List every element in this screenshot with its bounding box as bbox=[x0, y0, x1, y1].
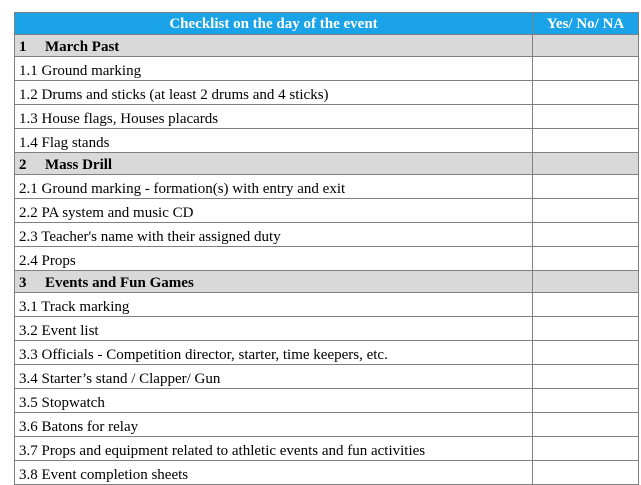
checklist-item-label: 1.4 Flag stands bbox=[15, 129, 533, 153]
section-number: 1 bbox=[19, 39, 27, 55]
checklist-item-label: 2.4 Props bbox=[15, 247, 533, 271]
section-title: March Past bbox=[45, 39, 120, 55]
checklist-item-label: 3.1 Track marking bbox=[15, 293, 533, 317]
checklist-item-row bbox=[15, 105, 639, 129]
checklist-item-label: 2.1 Ground marking - formation(s) with entry and exit bbox=[15, 175, 533, 199]
checklist-item-row bbox=[15, 365, 639, 389]
checklist-item-label: 3.5 Stopwatch bbox=[15, 389, 533, 413]
answer-cell[interactable] bbox=[533, 81, 639, 105]
checklist-item-row bbox=[15, 389, 639, 413]
checklist-item-row bbox=[15, 247, 639, 271]
checklist-item-label: 3.7 Props and equipment related to athletic events and fun activities bbox=[15, 437, 533, 461]
answer-cell[interactable] bbox=[533, 413, 639, 437]
answer-cell[interactable] bbox=[533, 57, 639, 81]
checklist-item-row bbox=[15, 413, 639, 437]
checklist-item-label: 2.3 Teacher's name with their assigned duty bbox=[15, 223, 533, 247]
section-row bbox=[15, 271, 639, 293]
section-answer-cell bbox=[533, 271, 639, 293]
event-checklist-table bbox=[14, 12, 639, 485]
answer-cell[interactable] bbox=[533, 461, 639, 485]
answer-cell[interactable] bbox=[533, 129, 639, 153]
checklist-item-row bbox=[15, 461, 639, 485]
section-row bbox=[15, 153, 639, 175]
answer-cell[interactable] bbox=[533, 247, 639, 271]
checklist-item-label: 3.3 Officials - Competition director, starter, time keepers, etc. bbox=[15, 341, 533, 365]
checklist-item-row bbox=[15, 437, 639, 461]
checklist-item-label: 3.2 Event list bbox=[15, 317, 533, 341]
header-row bbox=[15, 13, 639, 35]
answer-cell[interactable] bbox=[533, 389, 639, 413]
checklist-item-label: 3.8 Event completion sheets bbox=[15, 461, 533, 485]
section-number: 3 bbox=[19, 275, 27, 291]
checklist-item-label: 3.6 Batons for relay bbox=[15, 413, 533, 437]
answer-cell[interactable] bbox=[533, 293, 639, 317]
checklist-body bbox=[15, 13, 639, 485]
checklist-item-row bbox=[15, 317, 639, 341]
section-title: Events and Fun Games bbox=[45, 275, 194, 291]
answer-column-header: Yes/ No/ NA bbox=[533, 13, 639, 35]
checklist-item-row bbox=[15, 223, 639, 247]
section-answer-cell bbox=[533, 35, 639, 57]
checklist-title: Checklist on the day of the event bbox=[15, 13, 533, 35]
checklist-item-label: 2.2 PA system and music CD bbox=[15, 199, 533, 223]
checklist-item-row bbox=[15, 175, 639, 199]
answer-cell[interactable] bbox=[533, 199, 639, 223]
section-row bbox=[15, 35, 639, 57]
checklist-item-row bbox=[15, 129, 639, 153]
checklist-item-row bbox=[15, 341, 639, 365]
answer-cell[interactable] bbox=[533, 317, 639, 341]
checklist-item-row bbox=[15, 57, 639, 81]
answer-cell[interactable] bbox=[533, 105, 639, 129]
checklist-item-label: 1.3 House flags, Houses placards bbox=[15, 105, 533, 129]
section-answer-cell bbox=[533, 153, 639, 175]
answer-cell[interactable] bbox=[533, 365, 639, 389]
section-title: Mass Drill bbox=[45, 157, 113, 173]
section-heading bbox=[15, 271, 533, 293]
checklist-item-row bbox=[15, 293, 639, 317]
answer-cell[interactable] bbox=[533, 175, 639, 199]
answer-cell[interactable] bbox=[533, 437, 639, 461]
answer-cell[interactable] bbox=[533, 223, 639, 247]
section-number: 2 bbox=[19, 157, 27, 173]
section-heading bbox=[15, 153, 533, 175]
section-heading bbox=[15, 35, 533, 57]
checklist-item-label: 1.1 Ground marking bbox=[15, 57, 533, 81]
checklist-item-row bbox=[15, 199, 639, 223]
answer-cell[interactable] bbox=[533, 341, 639, 365]
checklist-item-label: 1.2 Drums and sticks (at least 2 drums and 4 sticks) bbox=[15, 81, 533, 105]
checklist-item-row bbox=[15, 81, 639, 105]
checklist-item-label: 3.4 Starter’s stand / Clapper/ Gun bbox=[15, 365, 533, 389]
